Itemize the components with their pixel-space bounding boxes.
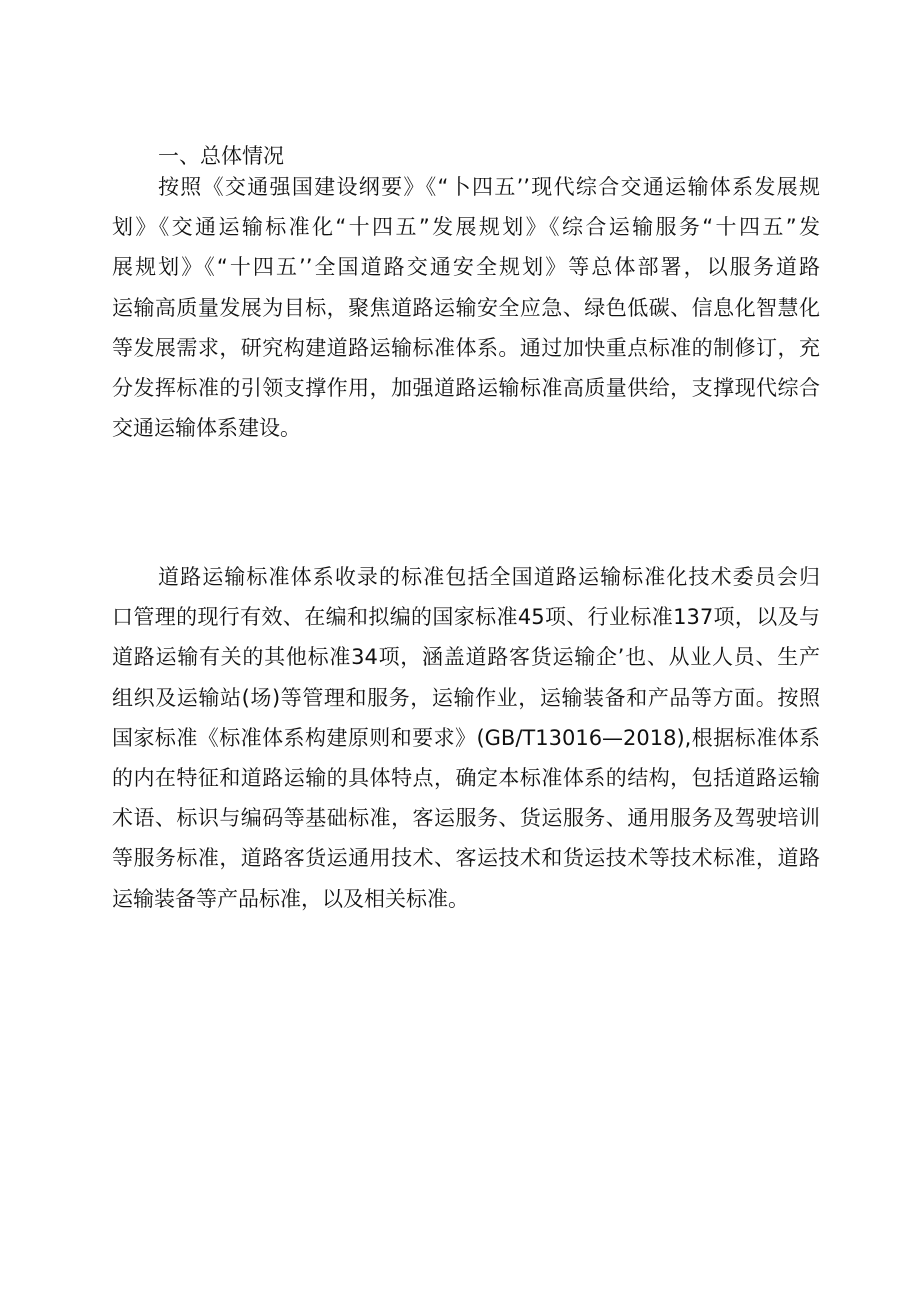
paragraph-line: 交通运输体系建设。 [112,416,301,441]
paragraph-line: 运输高质量发展为目标，聚焦道路运输安全应急、绿色低碳、信息化智慧化 [112,295,820,320]
paragraph-line: 的内在特征和道路运输的具体特点，确定本标准体系的结构，包括道路运输 [112,765,820,790]
paragraph-line: 分发挥标准的引领支撑作用，加强道路运输标准高质量供给，支撑现代综合 [112,375,820,400]
paragraph-line: 术语、标识与编码等基础标准，客运服务、货运服务、通用服务及驾驶培训 [112,806,820,831]
paragraph-line: 道路运输有关的其他标准34项，涵盖道路客货运输企’也、从业人员、生产 [112,645,820,670]
paragraph-overview [112,167,820,448]
paragraph-line: 国家标准《标准体系构建原则和要求》(GB/T13016—2018),根据标准体系 [112,725,820,750]
paragraph-line: 组织及运输站(场)等管理和服务，运输作业，运输装备和产品等方面。按照 [112,685,820,710]
paragraph-line: 道路运输标准体系收录的标准包括全国道路运输标准化技术委员会归 [158,565,820,589]
paragraph-line: 等服务标准，道路客货运通用技术、客运技术和货运技术等技术标准，道路 [112,846,820,871]
paragraph-line: 运输装备等产品标准，以及相关标准。 [112,886,469,911]
paragraph-line: 口管理的现行有效、在编和拟编的国家标准45项、行业标准137项，以及与 [112,605,820,630]
paragraph-standards-scope [112,557,820,919]
paragraph-line: 展规划》《“十四五’’全国道路交通安全规划》等总体部署，以服务道路 [112,255,820,280]
paragraph-line: 划》《交通运输标准化“十四五”发展规划》《综合运输服务“十四五”发 [112,215,820,240]
section-heading: 一、总体情况 [158,144,284,168]
paragraph-line: 按照《交通强国建设纲要》《“卜四五’’现代综合交通运输体系发展规 [158,175,820,199]
paragraph-line: 等发展需求，研究构建道路运输标准体系。通过加快重点标准的制修订，充 [112,335,820,360]
